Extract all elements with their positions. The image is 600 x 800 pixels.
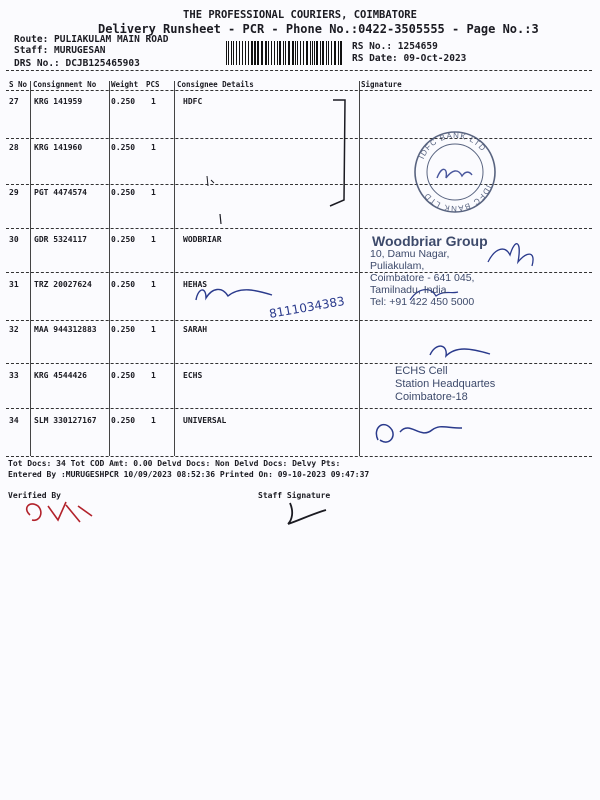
tick-mark (220, 214, 221, 224)
seal-text-bottom: IDFC BANK LTD (422, 183, 494, 214)
cell-sno: 31 (9, 280, 19, 289)
cell-pcs: 1 (151, 371, 156, 380)
cell-pcs: 1 (151, 325, 156, 334)
runsheet-subtitle: Delivery Runsheet - PCR - Phone No.:0422-3505555 - Page No.:3 (98, 22, 539, 36)
staff-signature-label: Staff Signature (258, 491, 331, 500)
echs-stamp: Station Headquartes (395, 378, 496, 390)
cell-consignment: KRG 141959 (34, 97, 83, 106)
cell-sno: 32 (9, 325, 19, 334)
seal-signature (437, 169, 472, 178)
woodbriar-name: Woodbriar Group (372, 233, 488, 249)
echs-stamp: Coimbatore-18 (395, 391, 468, 403)
cell-weight: 0.250 (111, 325, 136, 334)
cell-consignee: WODBRIAR (183, 235, 222, 244)
col-pcs: PCS (146, 80, 160, 89)
seal-text-top: IDFC BANK LTD (416, 130, 488, 161)
col-consignment: Consignment No (33, 80, 97, 89)
cell-consignment: PGT 4474574 (34, 188, 87, 197)
cell-sno: 29 (9, 188, 19, 197)
bank-seal (415, 131, 495, 213)
woodbriar-address: Coimbatore - 641 045, (370, 272, 475, 284)
woodbriar-address: 10, Damu Nagar, (370, 248, 450, 260)
drs-number: DRS No.: DCJB125465903 (14, 58, 140, 69)
staff-label: Staff: MURUGESAN (14, 45, 106, 56)
echs-signature (430, 346, 490, 356)
col-weight: Weight (111, 80, 139, 89)
cell-consignment: MAA 944312883 (34, 325, 97, 334)
handwritten-phone: 8111034383 (268, 293, 346, 321)
cell-sno: 33 (9, 371, 19, 380)
cell-consignee: HDFC (183, 97, 203, 106)
totals-line: Tot Docs: 34 Tot COD Amt: 0.00 Delvd Docs: Non Delvd Docs: Delvy Pts: (8, 459, 341, 468)
cell-pcs: 1 (151, 235, 156, 244)
verified-signature (27, 502, 92, 522)
cell-weight: 0.250 (111, 280, 136, 289)
col-consignee: Consignee Details (177, 80, 254, 89)
cell-pcs: 1 (151, 97, 156, 106)
cell-weight: 0.250 (111, 371, 136, 380)
cell-pcs: 1 (151, 416, 156, 425)
cell-sno: 34 (9, 416, 19, 425)
cell-pcs: 1 (151, 143, 156, 152)
rs-date: RS Date: 09-Oct-2023 (352, 53, 467, 64)
cell-weight: 0.250 (111, 97, 136, 106)
company-title: THE PROFESSIONAL COURIERS, COIMBATORE (183, 9, 417, 21)
cell-consignee: UNIVERSAL (183, 416, 227, 425)
cell-consignee: SARAH (183, 325, 208, 334)
tick-mark (207, 176, 214, 186)
col-sno: S No (9, 80, 28, 89)
woodbriar-phone: Tel: +91 422 450 5000 (370, 296, 475, 308)
rs-number: RS No.: 1254659 (352, 41, 438, 52)
cell-consignment: GDR 5324117 (34, 235, 87, 244)
svg-text:IDFC BANK LTD (417, 131, 488, 160)
svg-text:IDFC BANK LTD (422, 184, 493, 213)
cell-weight: 0.250 (111, 188, 136, 197)
woodbriar-signature (488, 244, 533, 266)
cell-weight: 0.250 (111, 143, 136, 152)
cell-consignee: HEHAS (183, 280, 208, 289)
cell-sno: 28 (9, 143, 19, 152)
cell-pcs: 1 (151, 280, 156, 289)
cell-consignment: SLM 330127167 (34, 416, 97, 425)
woodbriar-address: Puliakulam, (370, 260, 425, 272)
echs-lower-signature (376, 425, 462, 443)
cell-consignment: KRG 141960 (34, 143, 83, 152)
cell-weight: 0.250 (111, 416, 136, 425)
echs-stamp: ECHS Cell (395, 365, 448, 377)
bracket-mark (330, 100, 345, 206)
woodbriar-address: Tamilnadu, India (370, 284, 447, 296)
cell-consignment: TRZ 20027624 (34, 280, 92, 289)
cell-weight: 0.250 (111, 235, 136, 244)
entered-by-line: Entered By :MURUGESHPCR 10/09/2023 08:52:36 Printed On: 09-10-2023 09:47:37 (8, 470, 370, 479)
verified-by-label: Verified By (8, 491, 61, 500)
hehas-signature (196, 289, 272, 300)
staff-signature (288, 503, 326, 524)
cell-sno: 27 (9, 97, 19, 106)
col-signature: Signature (361, 80, 402, 89)
cell-consignment: KRG 4544426 (34, 371, 87, 380)
cell-consignee: ECHS (183, 371, 203, 380)
cell-pcs: 1 (151, 188, 156, 197)
route-label: Route: PULIAKULAM MAIN ROAD (14, 34, 169, 45)
cell-sno: 30 (9, 235, 19, 244)
